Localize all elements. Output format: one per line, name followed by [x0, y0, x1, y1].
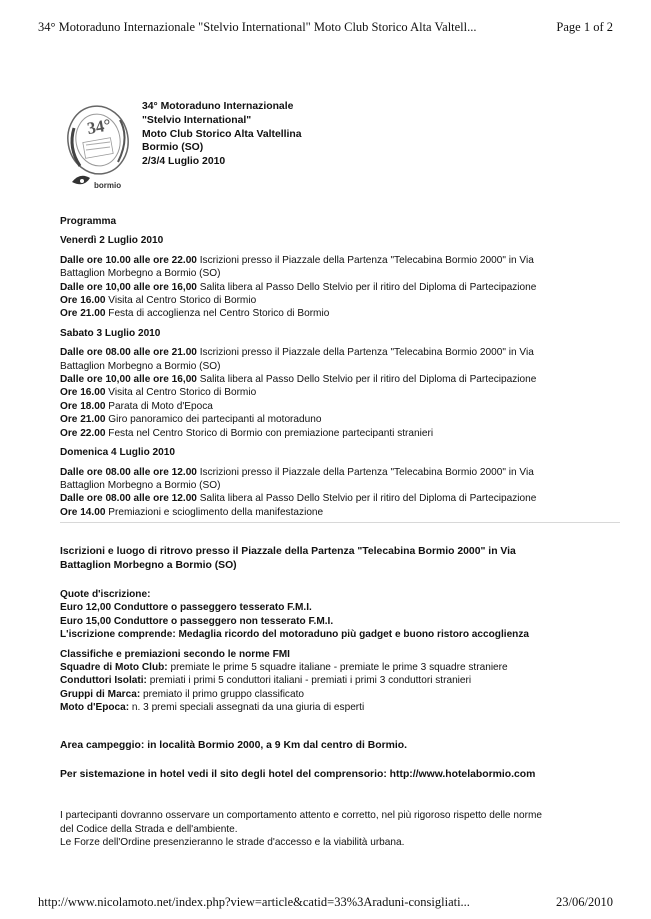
event-header-line: 2/3/4 Luglio 2010 [142, 156, 226, 168]
schedule-line: Ore 21.00 Festa di accoglienza nel Centro Storico di Bormio [60, 308, 330, 320]
schedule-line: Dalle ore 10,00 alle ore 16,00 Salita libera al Passo Dello Stelvio per il ritiro del Diploma di Partecipazione [60, 374, 537, 386]
classifiche-title: Classifiche e premiazioni secondo le norme FMI [60, 648, 290, 660]
classifiche-item: Gruppi di Marca: premiato il primo gruppo classificato [60, 688, 305, 700]
print-url: http://www.nicolamoto.net/index.php?view=article&catid=33%3Araduni-consigliati... [38, 895, 470, 909]
event-header [142, 100, 302, 169]
quote-line: L'iscrizione comprende: Medaglia ricordo del motoraduno più gadget e buono ristoro accoglienza [60, 629, 530, 641]
event-header-line: 34° Motoraduno Internazionale [142, 101, 294, 112]
document-body [60, 207, 620, 850]
note-line: Le Forze dell'Ordine presenzieranno le strade d'accesso e la viabilità urbana. [60, 837, 405, 849]
hotel-info: Per sistemazione in hotel vedi il sito degli hotel del comprensorio: http://www.hotelabormio.com [60, 769, 536, 780]
logo-brand: bormio [94, 181, 122, 190]
quote-line: Euro 15,00 Conduttore o passeggero non tesserato F.M.I. [60, 615, 334, 627]
note-line: del Codice della Strada e dell'ambiente. [60, 823, 238, 835]
programma-title: Programma [60, 216, 117, 227]
schedule-line: Ore 16.00 Visita al Centro Storico di Bormio [60, 295, 257, 307]
event-logo [60, 98, 138, 196]
print-date: 23/06/2010 [556, 895, 613, 909]
print-page-title: 34° Motoraduno Internazionale "Stelvio International" Moto Club Storico Alta Valtell... [38, 20, 477, 34]
schedule-line: Battaglion Morbegno a Bormio (SO) [60, 360, 221, 372]
event-header-line: Moto Club Storico Alta Valtellina [142, 128, 302, 140]
iscrizioni-line: Iscrizioni e luogo di ritrovo presso il Piazzale della Partenza "Telecabina Bormio 2000" in Via [60, 546, 516, 558]
schedule-line: Battaglion Morbegno a Bormio (SO) [60, 268, 221, 280]
schedule-line: Ore 16.00 Visita al Centro Storico di Bormio [60, 387, 257, 399]
day-heading: Venerdì 2 Luglio 2010 [60, 235, 164, 247]
scan-artifact-line [60, 522, 620, 523]
schedule-line: Dalle ore 10.00 alle ore 22.00 Iscrizioni presso il Piazzale della Partenza "Telecabina Bormio 2000" in Via [60, 254, 534, 266]
schedule-line: Ore 14.00 Premiazioni e scioglimento della manifestazione [60, 506, 324, 518]
print-page-number: Page 1 of 2 [556, 20, 613, 34]
schedule-line: Dalle ore 10,00 alle ore 16,00 Salita libera al Passo Dello Stelvio per il ritiro del Diploma di Partecipazione [60, 281, 537, 293]
schedule-line: Dalle ore 08.00 alle ore 12.00 Iscrizioni presso il Piazzale della Partenza "Telecabina Bormio 2000" in Via [60, 466, 534, 478]
schedule-line: Dalle ore 08.00 alle ore 21.00 Iscrizioni presso il Piazzale della Partenza "Telecabina Bormio 2000" in Via [60, 347, 534, 359]
classifiche-item: Moto d'Epoca: n. 3 premi speciali assegnati da una giuria di esperti [60, 702, 365, 714]
logo-number: 34° [85, 115, 113, 139]
schedule-line: Ore 18.00 Parata di Moto d'Epoca [60, 400, 213, 412]
classifiche-item: Squadre di Moto Club: premiate le prime 5 squadre italiane - premiate le prime 3 squadre straniere [60, 661, 508, 673]
event-header-line: Bormio (SO) [142, 142, 204, 154]
classifiche-item: Conduttori Isolati: premiati i primi 5 conduttori italiani - premiati i primi 3 conduttori stranieri [60, 675, 472, 687]
quote-line: Euro 12,00 Conduttore o passeggero tesserato F.M.I. [60, 602, 312, 614]
schedule-line: Ore 21.00 Giro panoramico dei partecipanti al motoraduno [60, 414, 322, 426]
iscrizioni-line: Battaglion Morbegno a Bormio (SO) [60, 559, 237, 571]
schedule-line: Battaglion Morbegno a Bormio (SO) [60, 479, 221, 491]
quote-title: Quote d'iscrizione: [60, 588, 151, 600]
area-campeggio: Area campeggio: in località Bormio 2000, a 9 Km dal centro di Bormio. [60, 739, 408, 751]
note-line: I partecipanti dovranno osservare un comportamento attento e corretto, nel più rigoroso rispetto delle norme [60, 810, 542, 822]
day-heading: Sabato 3 Luglio 2010 [60, 327, 161, 339]
day-heading: Domenica 4 Luglio 2010 [60, 447, 175, 459]
event-header-line: "Stelvio International" [142, 114, 252, 126]
schedule-line: Ore 22.00 Festa nel Centro Storico di Bormio con premiazione partecipanti stranieri [60, 427, 434, 439]
schedule-line: Dalle ore 08.00 alle ore 12.00 Salita libera al Passo Dello Stelvio per il ritiro del Diploma di Partecipazione [60, 493, 537, 505]
